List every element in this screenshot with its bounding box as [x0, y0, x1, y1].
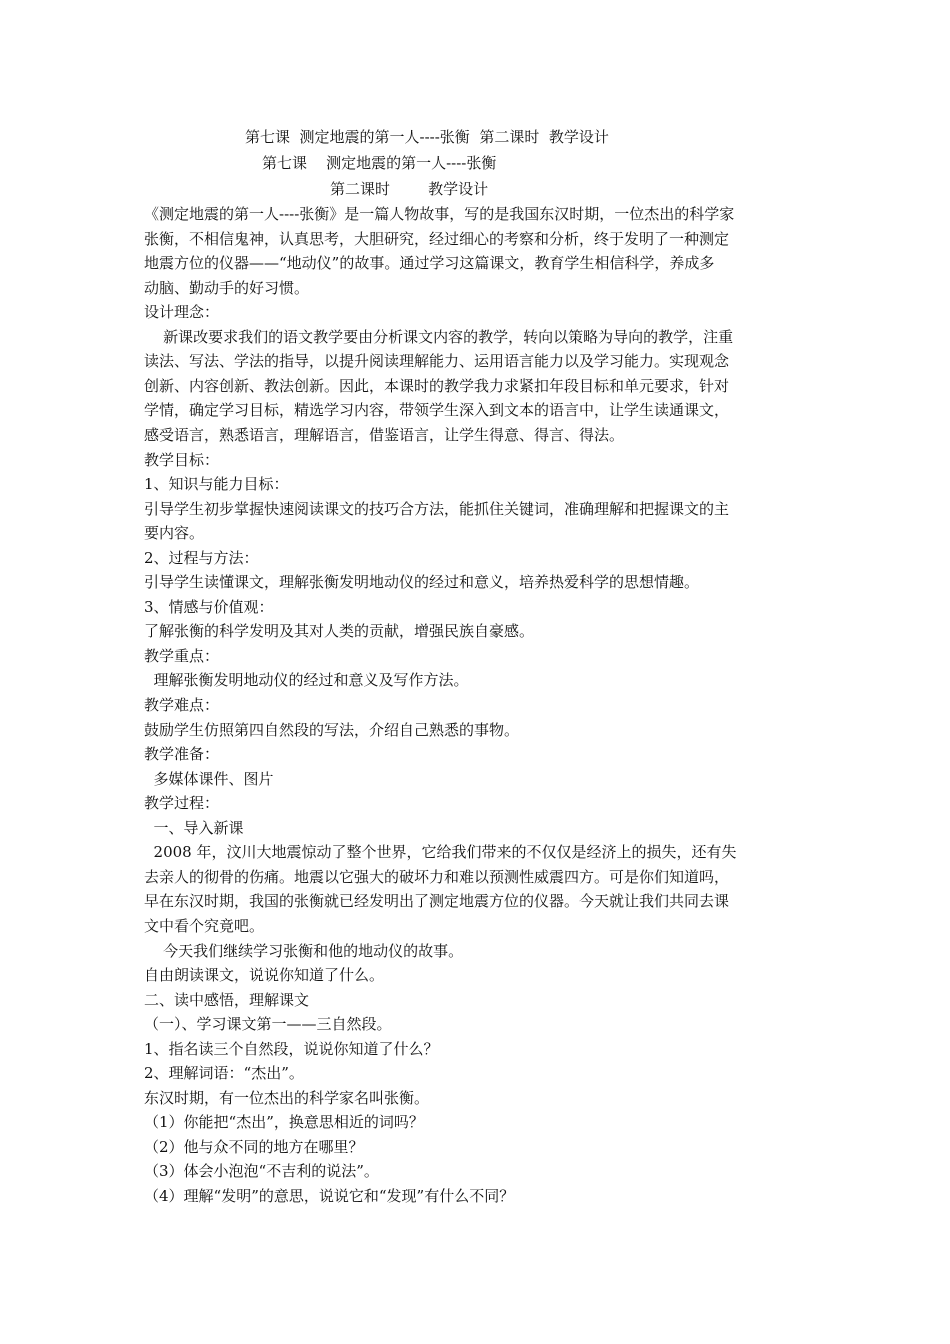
section-heading: 教学重点： — [144, 646, 220, 665]
process-line: （2）他与众不同的地方在哪里？ — [144, 1137, 364, 1156]
section-heading: 教学过程： — [144, 794, 220, 813]
section-heading: 教学难点： — [144, 696, 220, 714]
objective-line: 2、过程与方法： — [144, 548, 259, 567]
process-line: 自由朗读课文，说说你知道了什么。 — [144, 966, 385, 985]
section-heading: 设计理念： — [144, 303, 220, 322]
intro-line: 动脑、勤动手的好习惯。 — [144, 278, 310, 297]
document-title: 第七课 测定地震的第一人----张衡 第二课时 教学设计 — [245, 128, 609, 146]
process-line: 2、理解词语：“杰出”。 — [144, 1064, 304, 1083]
lesson-subtitle: 第二课时 教学设计 — [330, 180, 489, 198]
process-line: 文中看个究竟吧。 — [144, 916, 265, 935]
concept-line: 读法、写法、学法的指导，以提升阅读理解能力、运用语言能力以及学习能力。实现观念 — [144, 352, 730, 371]
intro-line: 张衡，不相信鬼神，认真思考，大胆研究，经过细心的考察和分析，终于发明了一种测定 — [144, 229, 730, 248]
difficulty-text: 鼓励学生仿照第四自然段的写法，介绍自己熟悉的事物。 — [144, 720, 520, 739]
process-line: 去亲人的彻骨的伤痛。地震以它强大的破坏力和难以预测性威震四方。可是你们知道吗， — [144, 867, 730, 886]
process-line: 2008 年，汶川大地震惊动了整个世界，它给我们带来的不仅仅是经济上的损失，还有失 — [144, 843, 737, 862]
process-line: 一、导入新课 — [144, 818, 244, 837]
process-line: 早在东汉时期，我国的张衡就已经发明出了测定地震方位的仪器。今天就让我们共同去课 — [144, 892, 730, 911]
concept-line: 感受语言，熟悉语言，理解语言，借鉴语言，让学生得意、得言、得法。 — [144, 425, 625, 444]
key-point-text: 理解张衡发明地动仪的经过和意义及写作方法。 — [144, 671, 469, 690]
process-line: （3）体会小泡泡“不吉利的说法”。 — [144, 1162, 379, 1181]
intro-line: 地震方位的仪器——“地动仪”的故事。通过学习这篇课文，教育学生相信科学，养成多 — [144, 254, 715, 273]
section-heading: 教学准备： — [144, 745, 220, 764]
objective-line: 引导学生读懂课文，理解张衡发明地动仪的经过和意义，培养热爱科学的思想情趣。 — [144, 573, 700, 592]
process-line: 东汉时期，有一位杰出的科学家名叫张衡。 — [144, 1088, 430, 1107]
lesson-title: 第七课 测定地震的第一人----张衡 — [262, 154, 497, 172]
objective-line: 了解张衡的科学发明及其对人类的贡献，增强民族自豪感。 — [144, 622, 535, 641]
process-line: 今天我们继续学习张衡和他的地动仪的故事。 — [144, 941, 464, 960]
objective-line: 3、情感与价值观： — [144, 597, 274, 616]
process-line: 二、读中感悟，理解课文 — [144, 990, 310, 1009]
concept-line: 学情，确定学习目标，精选学习内容，带领学生深入到文本的语言中，让学生读通课文， — [144, 401, 730, 420]
section-heading: 教学目标： — [144, 450, 220, 469]
process-line: 1、指名读三个自然段，说说你知道了什么？ — [144, 1039, 439, 1058]
preparation-text: 多媒体课件、图片 — [144, 769, 274, 788]
process-line: （1）你能把“杰出”，换意思相近的词吗？ — [144, 1113, 424, 1132]
process-line: （一）、学习课文第一——三自然段。 — [144, 1015, 392, 1034]
objective-line: 要内容。 — [144, 524, 205, 543]
process-line: （4）理解“发明”的意思，说说它和“发现”有什么不同？ — [144, 1187, 515, 1205]
objective-line: 1、知识与能力目标： — [144, 475, 289, 494]
concept-line: 创新、内容创新、教法创新。因此，本课时的教学我力求紧扣年段目标和单元要求，针对 — [144, 376, 730, 395]
intro-line: 《测定地震的第一人----张衡》是一篇人物故事，写的是我国东汉时期，一位杰出的科学家 — [144, 205, 735, 223]
objective-line: 引导学生初步掌握快速阅读课文的技巧合方法，能抓住关键词，准确理解和把握课文的主 — [144, 499, 730, 518]
concept-line: 新课改要求我们的语文教学要由分析课文内容的教学，转向以策略为导向的教学，注重 — [144, 327, 734, 346]
